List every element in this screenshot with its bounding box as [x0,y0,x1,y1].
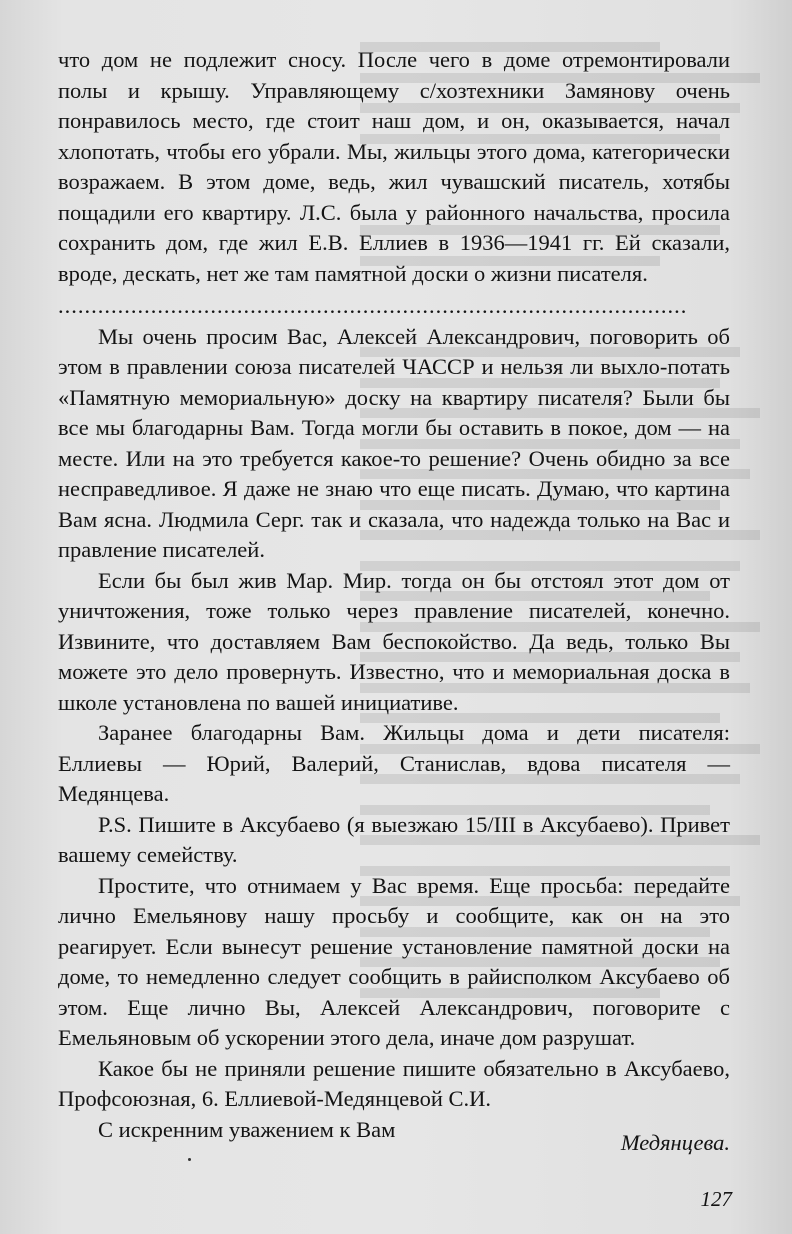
paragraph-1: что дом не подлежит сносу. После чего в доме отремонтировали полы и крышу. Управляющему с/хозтехники Замянову очень понравилось место, где стоит наш дом, и он, оказывается, начал хлопотать, чтобы его убрали. Мы, жильцы этого дома, категорически возражаем. В этом доме, ведь, жил чувашский писатель, хотябы пощадили его квартиру. Л.С. была у районного начальства, просила сохранить дом, где жил Е.В. Еллиев в 1936—1941 гг. Ей сказали, вроде, дескать, нет же там памятной доски о жизни писателя. [58,47,730,286]
paragraph-5: P.S. Пишите в Аксубаево (я выезжаю 15/III в Аксубаево). Привет вашему семейству. [58,811,730,867]
signature: Медянцева. [620,1130,730,1155]
paragraph-8: С искренним уважением к Вам [98,1116,396,1142]
paragraph-4: Заранее благодарны Вам. Жильцы дома и дети писателя: Еллиевы — Юрий, Валерий, Станислав, вдова писателя — Медянцева. [58,720,730,806]
paragraph-2: Мы очень просим Вас, Алексей Александрович, поговорить об этом в правлении союза писателей ЧАССР и нельзя ли выхло-потать «Памятную мемориальную» доску на квартиру писателя? Были бы все мы благодарны Вам. Тогда могли бы оставить в покое, дом — на месте. Или на это требуется какое-то решение? Очень обидно за все несправедливое. Я даже не знаю что еще писать. Думаю, что картина Вам ясна. Людмила Серг. так и сказала, что надежда только на Вас и правление писателей. [58,323,730,562]
paragraph-6: Простите, что отнимаем у Вас время. Еще просьба: передайте лично Емельянову нашу просьбу и сообщите, как он на это реагирует. Если вынесут решение установление памятной доски на доме, то немедленно следует сообщить в райисполком Аксубаево об этом. Еще лично Вы, Алексей Александрович, поговорите с Емельяновым об ускорении этого дела, иначе дом разрушат. [58,872,730,1050]
ellipsis-line: ............................................................................................... [58,293,688,318]
paragraph-7: Какое бы не приняли решение пишите обязательно в Аксубаево, Профсоюзная, 6. Еллиевой-Медянцевой С.И. [58,1055,730,1111]
page-number: 127 [700,1187,732,1211]
stray-dot [188,1158,191,1161]
paragraph-3: Если бы был жив Мар. Мир. тогда он бы отстоял этот дом от уничтожения, тоже только через правление писателей, конечно. Извините, что доставляем Вам беспокойство. Да ведь, только Вы можете это дело провернуть. Известно, что и мемориальная доска в школе установлена по вашей инициативе. [58,567,730,715]
letter-body [58,45,730,1145]
